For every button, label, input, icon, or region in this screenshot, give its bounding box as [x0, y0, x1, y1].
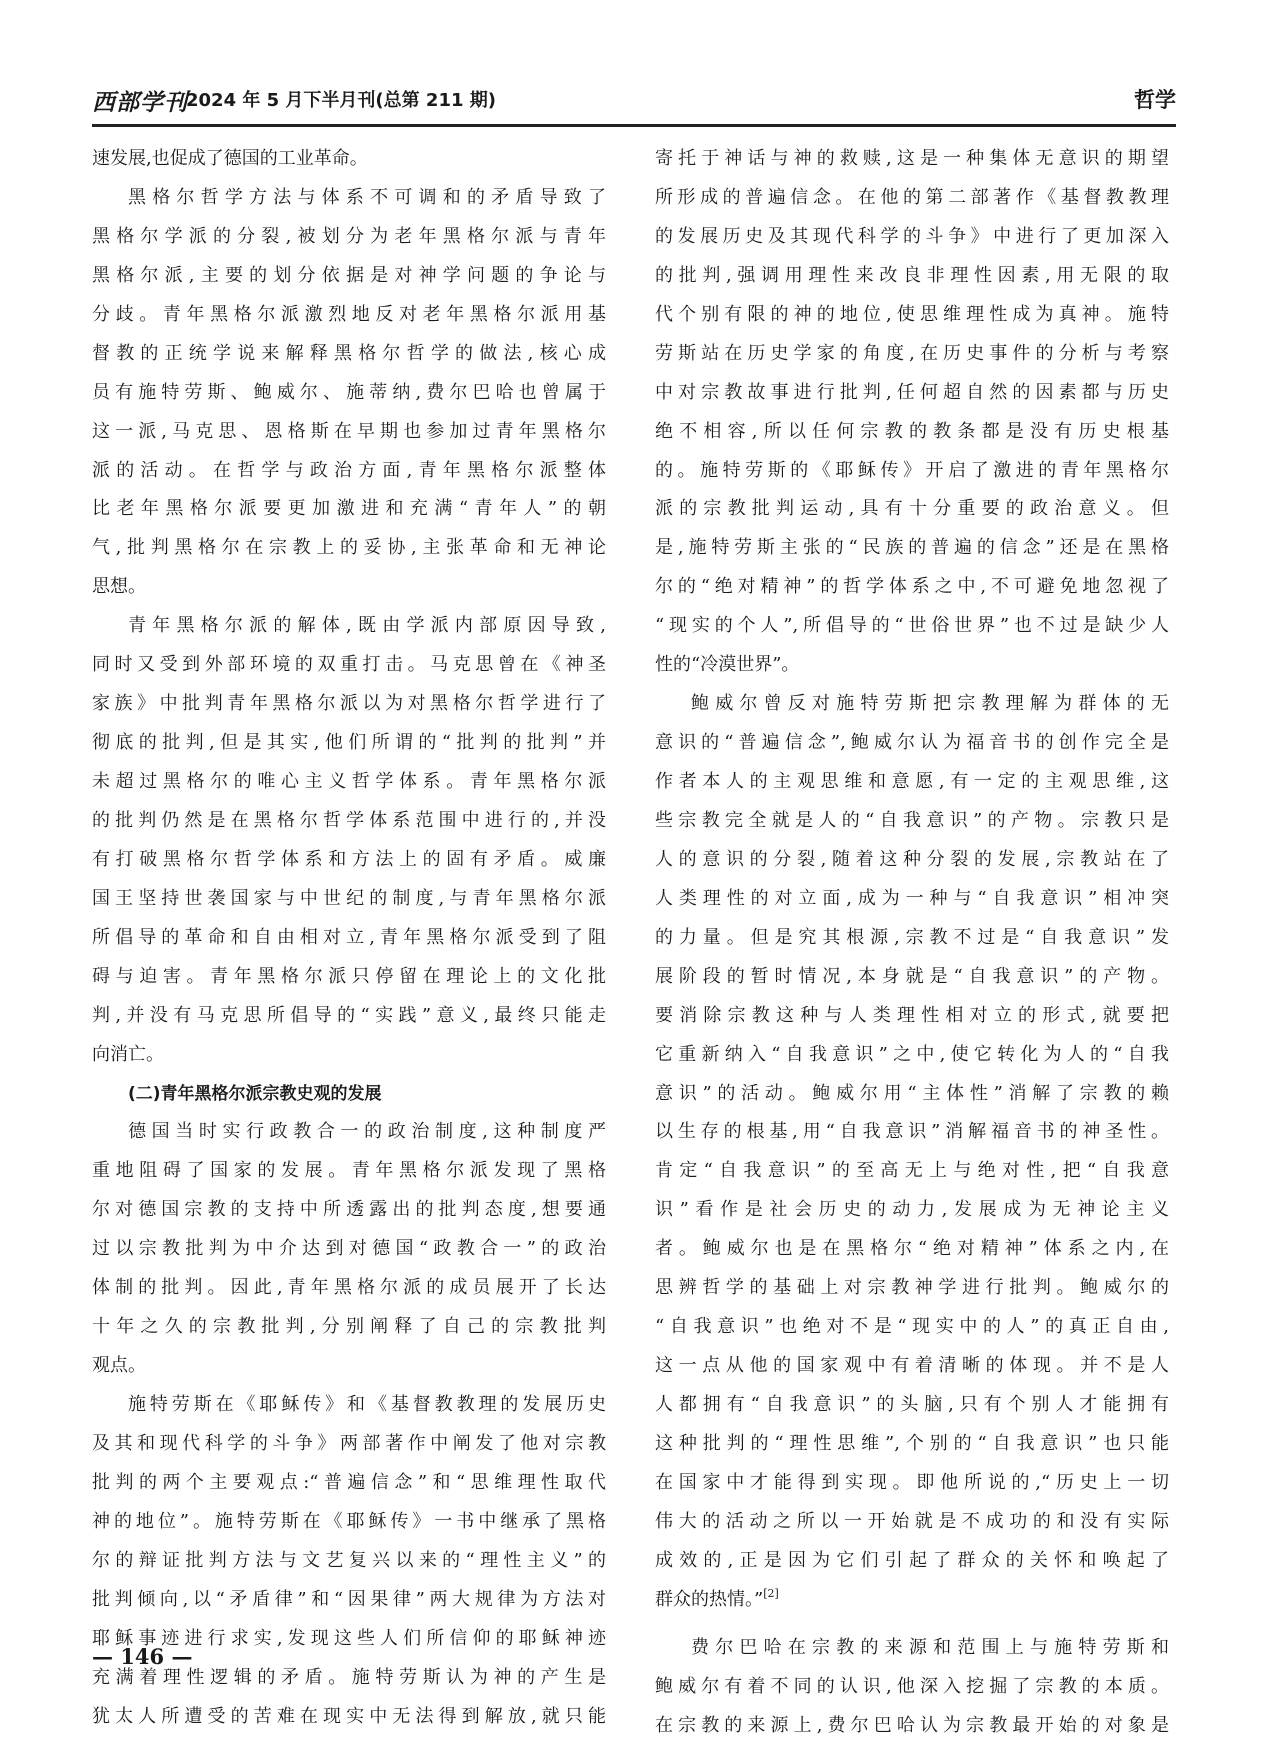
issue-info: 2024 年 5 月下半月刊(总第 211 期) — [186, 86, 496, 112]
line-text: 体制的批判。因此,青年黑格尔派的成员展开了长达 — [92, 1277, 606, 1298]
text-line — [655, 529, 1169, 568]
text-line — [92, 452, 606, 491]
line-text: 派的宗教批判运动,具有十分重要的政治意义。但 — [655, 498, 1169, 519]
line-text: 作者本人的主观思维和意愿,有一定的主观思维,这 — [655, 771, 1169, 792]
text-line — [92, 724, 606, 763]
text-line — [92, 568, 606, 607]
text-line — [655, 1503, 1169, 1542]
line-text: 费尔巴哈在宗教的来源和范围上与施特劳斯和 — [691, 1637, 1169, 1658]
text-line — [92, 841, 606, 880]
line-text: 群众的热情。” — [655, 1589, 763, 1610]
text-line — [92, 763, 606, 802]
text-line — [655, 1269, 1169, 1308]
text-line — [655, 1230, 1169, 1269]
text-line — [655, 802, 1169, 841]
line-text: 尔对德国宗教的支持中所透露出的批判态度,想要通 — [92, 1199, 606, 1220]
text-line — [655, 880, 1169, 919]
line-text: 鲍威尔有着不同的认识,他深入挖掘了宗教的本质。 — [655, 1676, 1169, 1697]
line-text: 性的“冷漠世界”。 — [655, 654, 799, 675]
line-text: 的批判仍然是在黑格尔哲学体系范围中进行的,并没 — [92, 810, 606, 831]
text-line — [655, 1425, 1169, 1464]
text-line — [655, 179, 1169, 218]
text-line — [92, 335, 606, 374]
line-text: “现实的个人”,所倡导的“世俗世界”也不过是缺少人 — [655, 615, 1169, 636]
text-line — [92, 919, 606, 958]
text-line — [655, 452, 1169, 491]
line-text: 德国当时实行政教合一的政治制度,这种制度严 — [128, 1121, 606, 1142]
line-text: 督教的正统学说来解释黑格尔哲学的做法,核心成 — [92, 343, 606, 364]
line-text: 过以宗教批判为中介达到对德国“政教合一”的政治 — [92, 1238, 606, 1259]
text-line — [655, 1308, 1169, 1347]
text-line — [655, 1347, 1169, 1386]
line-text: 展阶段的暂时情况,本身就是“自我意识”的产物。 — [655, 966, 1169, 987]
text-line — [92, 1308, 606, 1347]
text-line — [655, 1036, 1169, 1075]
text-line — [92, 179, 606, 218]
text-line — [655, 646, 1169, 685]
text-line — [655, 607, 1169, 646]
line-text: 速发展,也促成了德国的工业革命。 — [92, 148, 368, 169]
text-line — [655, 374, 1169, 413]
line-text: (二)青年黑格尔派宗教史观的发展 — [128, 1084, 382, 1104]
citation-ref: [2] — [763, 1587, 779, 1600]
text-line — [655, 958, 1169, 997]
line-text: 尔的“绝对精神”的哲学体系之中,不可避免地忽视了 — [655, 576, 1169, 597]
text-line — [655, 413, 1169, 452]
line-text: 批判倾向,以“矛盾律”和“因果律”两大规律为方法对 — [92, 1589, 606, 1610]
line-text: 分歧。青年黑格尔派激烈地反对老年黑格尔派用基 — [92, 304, 606, 325]
text-line — [92, 1386, 606, 1425]
line-text: 黑格尔派,主要的划分依据是对神学问题的争论与 — [92, 265, 606, 286]
line-text: 判,并没有马克思所倡导的“实践”意义,最终只能走 — [92, 1005, 606, 1026]
line-text: 未超过黑格尔的唯心主义哲学体系。青年黑格尔派 — [92, 771, 606, 792]
line-text: 同时又受到外部环境的双重打击。马克思曾在《神圣 — [92, 654, 606, 675]
line-text: 家族》中批判青年黑格尔派以为对黑格尔哲学进行了 — [92, 693, 606, 714]
text-line — [92, 413, 606, 452]
text-line — [92, 1191, 606, 1230]
line-text: 人的意识的分裂,随着这种分裂的发展,宗教站在了 — [655, 849, 1169, 870]
text-line — [655, 218, 1169, 257]
line-text: 向消亡。 — [92, 1044, 164, 1065]
line-text: 所形成的普遍信念。在他的第二部著作《基督教教理 — [655, 187, 1169, 208]
line-text: 意识的“普遍信念”,鲍威尔认为福音书的创作完全是 — [655, 732, 1169, 753]
text-line — [655, 1707, 1169, 1745]
text-line — [655, 919, 1169, 958]
right-column — [655, 140, 1169, 1745]
line-text: 的发展历史及其现代科学的斗争》中进行了更加深入 — [655, 226, 1169, 247]
line-text: 批判的两个主要观点:“普遍信念”和“思维理性取代 — [92, 1472, 606, 1493]
line-text: 鲍威尔曾反对施特劳斯把宗教理解为群体的无 — [691, 693, 1169, 714]
line-text: 成效的,正是因为它们引起了群众的关怀和唤起了 — [655, 1550, 1169, 1571]
running-header — [92, 80, 1176, 120]
text-line — [655, 1386, 1169, 1425]
line-text: 及其和现代科学的斗争》两部著作中阐发了他对宗教 — [92, 1433, 606, 1454]
text-line — [655, 763, 1169, 802]
page-number: — 146 — — [92, 1644, 192, 1669]
text-line — [92, 1581, 606, 1620]
line-text: 的批判,强调用理性来改良非理性因素,用无限的取 — [655, 265, 1169, 286]
line-text: 所倡导的革命和自由相对立,青年黑格尔派受到了阻 — [92, 927, 606, 948]
text-line — [92, 685, 606, 724]
text-line — [655, 490, 1169, 529]
left-column — [92, 140, 606, 1736]
text-line — [92, 958, 606, 997]
line-text: 神的地位”。施特劳斯在《耶稣传》一书中继承了黑格 — [92, 1511, 606, 1532]
text-line — [655, 1629, 1169, 1668]
line-text: 识”看作是社会历史的动力,发展成为无神论主义 — [655, 1199, 1169, 1220]
line-text: 劳斯站在历史学家的角度,在历史事件的分析与考察 — [655, 343, 1169, 364]
line-text: 代个别有限的神的地位,使思维理性成为真神。施特 — [655, 304, 1169, 325]
text-line — [92, 1036, 606, 1075]
line-text: 意识”的活动。鲍威尔用“主体性”消解了宗教的赖 — [655, 1083, 1169, 1104]
line-text: 中对宗教故事进行批判,任何超自然的因素都与历史 — [655, 382, 1169, 403]
line-text: 国王坚持世袭国家与中世纪的制度,与青年黑格尔派 — [92, 888, 606, 909]
line-text: “自我意识”也绝对不是“现实中的人”的真正自由, — [655, 1316, 1169, 1337]
text-line — [655, 1542, 1169, 1581]
text-line — [92, 880, 606, 919]
text-line — [92, 529, 606, 568]
text-line — [92, 607, 606, 646]
line-text: 彻底的批判,但是其实,他们所谓的“批判的批判”并 — [92, 732, 606, 753]
text-line — [655, 296, 1169, 335]
section-subheading — [92, 1075, 606, 1114]
line-text: 寄托于神话与神的救赎,这是一种集体无意识的期望 — [655, 148, 1169, 169]
line-text: 思想。 — [92, 576, 146, 597]
text-line — [92, 1152, 606, 1191]
text-line — [655, 1075, 1169, 1114]
text-line — [92, 1464, 606, 1503]
line-text: 青年黑格尔派的解体,既由学派内部原因导致, — [128, 615, 606, 636]
line-text: 这一派,马克思、恩格斯在早期也参加过青年黑格尔 — [92, 421, 606, 442]
text-line — [92, 218, 606, 257]
line-text: 以生存的根基,用“自我意识”消解福音书的神圣性。 — [655, 1121, 1169, 1142]
line-text: 肯定“自我意识”的至高无上与绝对性,把“自我意 — [655, 1160, 1169, 1181]
line-text: 人都拥有“自我意识”的头脑,只有个别人才能拥有 — [655, 1394, 1169, 1415]
text-line — [655, 685, 1169, 724]
text-line — [92, 997, 606, 1036]
line-text: 观点。 — [92, 1355, 146, 1376]
text-line — [92, 1503, 606, 1542]
line-text: 这种批判的“理性思维”,个别的“自我意识”也只能 — [655, 1433, 1169, 1454]
text-line — [655, 724, 1169, 763]
text-line — [92, 296, 606, 335]
line-text: 员有施特劳斯、鲍威尔、施蒂纳,费尔巴哈也曾属于 — [92, 382, 606, 403]
text-line — [655, 1152, 1169, 1191]
text-line — [92, 1113, 606, 1152]
line-text: 思辨哲学的基础上对宗教神学进行批判。鲍威尔的 — [655, 1277, 1169, 1298]
text-line — [655, 1191, 1169, 1230]
header-rule — [92, 124, 1176, 127]
line-text: 这一点从他的国家观中有着清晰的体现。并不是人 — [655, 1355, 1169, 1376]
line-text: 是,施特劳斯主张的“民族的普遍的信念”还是在黑格 — [655, 537, 1169, 558]
line-text: 它重新纳入“自我意识”之中,使它转化为人的“自我 — [655, 1044, 1169, 1065]
text-line — [92, 802, 606, 841]
line-text: 人类理性的对立面,成为一种与“自我意识”相冲突 — [655, 888, 1169, 909]
line-text: 重地阻碍了国家的发展。青年黑格尔派发现了黑格 — [92, 1160, 606, 1181]
text-line — [655, 1113, 1169, 1152]
text-line — [92, 1698, 606, 1737]
text-line — [655, 257, 1169, 296]
line-text: 要消除宗教这种与人类理性相对立的形式,就要把 — [655, 1005, 1169, 1026]
line-text: 耶稣事迹进行求实,发现这些人们所信仰的耶稣神迹 — [92, 1628, 606, 1649]
text-line — [655, 1581, 1169, 1620]
line-text: 黑格尔学派的分裂,被划分为老年黑格尔派与青年 — [92, 226, 606, 247]
text-line — [655, 568, 1169, 607]
line-text: 比老年黑格尔派要更加激进和充满“青年人”的朝 — [92, 498, 606, 519]
text-line — [92, 1269, 606, 1308]
text-line — [92, 257, 606, 296]
line-text: 充满着理性逻辑的矛盾。施特劳斯认为神的产生是 — [92, 1667, 606, 1688]
line-text: 伟大的活动之所以一开始就是不成功的和没有实际 — [655, 1511, 1169, 1532]
text-line — [655, 1464, 1169, 1503]
text-line — [92, 140, 606, 179]
line-text: 在宗教的来源上,费尔巴哈认为宗教最开始的对象是 — [655, 1715, 1169, 1736]
line-text: 十年之久的宗教批判,分别阐释了自己的宗教批判 — [92, 1316, 606, 1337]
text-line — [655, 140, 1169, 179]
line-text: 绝不相容,所以任何宗教的教条都是没有历史根基 — [655, 421, 1169, 442]
line-text: 气,批判黑格尔在宗教上的妥协,主张革命和无神论 — [92, 537, 606, 558]
line-text: 的。施特劳斯的《耶稣传》开启了激进的青年黑格尔 — [655, 460, 1169, 481]
line-text: 派的活动。在哲学与政治方面,青年黑格尔派整体 — [92, 460, 606, 481]
journal-logo: 西部学刊 — [92, 84, 188, 117]
line-text: 的力量。但是究其根源,宗教不过是“自我意识”发 — [655, 927, 1169, 948]
line-text: 些宗教完全就是人的“自我意识”的产物。宗教只是 — [655, 810, 1169, 831]
text-line — [655, 841, 1169, 880]
line-text: 黑格尔哲学方法与体系不可调和的矛盾导致了 — [128, 187, 606, 208]
text-line — [92, 646, 606, 685]
text-line — [92, 1230, 606, 1269]
section-name: 哲学 — [1134, 84, 1176, 114]
text-line — [92, 1542, 606, 1581]
text-line — [92, 1347, 606, 1386]
line-text: 有打破黑格尔哲学体系和方法上的固有矛盾。威廉 — [92, 849, 606, 870]
text-line — [655, 335, 1169, 374]
text-line — [655, 997, 1169, 1036]
text-line — [92, 374, 606, 413]
line-text: 者。鲍威尔也是在黑格尔“绝对精神”体系之内,在 — [655, 1238, 1169, 1259]
line-text: 碍与迫害。青年黑格尔派只停留在理论上的文化批 — [92, 966, 606, 987]
text-line — [655, 1668, 1169, 1707]
text-line — [92, 490, 606, 529]
line-text: 在国家中才能得到实现。即他所说的,“历史上一切 — [655, 1472, 1169, 1493]
line-text: 施特劳斯在《耶稣传》和《基督教教理的发展历史 — [128, 1394, 606, 1415]
line-text: 犹太人所遭受的苦难在现实中无法得到解放,就只能 — [92, 1706, 606, 1727]
text-line — [92, 1425, 606, 1464]
line-text: 尔的辩证批判方法与文艺复兴以来的“理性主义”的 — [92, 1550, 606, 1571]
